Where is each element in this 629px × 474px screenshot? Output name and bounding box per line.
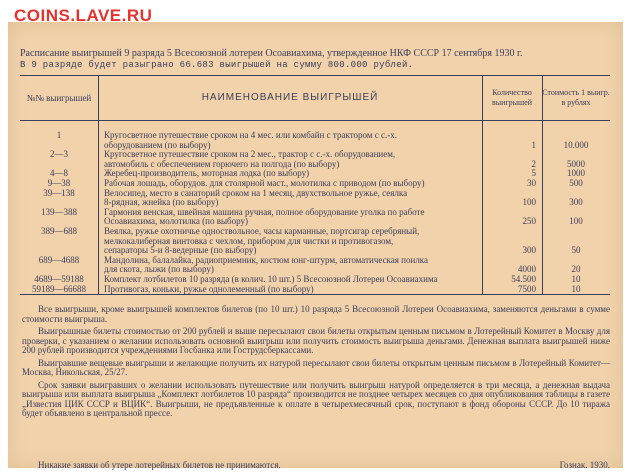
row-number-range: 59189—66688: [32, 283, 86, 294]
row-number-range: 4689—59188: [34, 273, 84, 284]
row-number-range: 9—38: [47, 177, 71, 188]
row-value: 100: [569, 216, 583, 227]
row-number-range: 139—388: [41, 206, 77, 217]
row-value: 10.000: [563, 139, 589, 150]
table-body: [20, 121, 610, 294]
row-prize-name: Противогаз, коньки, ружье однолеменный (по выбору): [104, 283, 314, 294]
document-subtitle: В 9 разряде будет разыграно 66.683 выигрышей на сумму 800.000 рублей.: [20, 60, 414, 70]
row-quantity: 30: [527, 177, 536, 188]
row-prize-name: Комплект лотбилетов 10 разряда (в колич. 10 шт.) 5 Всесоюзной Лотереи Осоавиахима: [104, 273, 438, 284]
note-paragraph: Выигравшие вещевые выигрыши и желающие получить их натурой пересылают свои билеты открытым ценным письмом в Лотерейный Комитет—Москва, Никольская, 25/27.: [22, 357, 610, 377]
row-quantity: 2: [531, 158, 536, 169]
row-value: 500: [569, 177, 583, 188]
printer-mark: Гознак. 1930.: [559, 460, 610, 470]
row-value: 50: [571, 245, 581, 256]
row-number-range: 1: [56, 130, 62, 140]
notes-section: [22, 305, 610, 422]
row-prize-name: Жеребец-производитель, моторная лодка (по выбору): [104, 168, 310, 179]
row-value: 20: [571, 264, 581, 275]
row-quantity: 300: [522, 245, 536, 256]
row-quantity: 5: [531, 168, 536, 179]
table-row: [20, 189, 610, 208]
prize-table: [20, 75, 610, 295]
watermark: COINS.LAVE.RU: [14, 6, 153, 25]
row-prize-name: Велосипед, место в санаторий сроком на 1 месяц, двухствольное ружье, сеялка 8-рядная, жнейка (по выбору): [104, 187, 408, 208]
note-paragraph: Все выигрыши, кроме выигрышей комплектов билетов (по 10 шт.) 10 разряда 5 Всесоюзной Лотереи Осоавиахима, заменяются деньгами в сумме стоимости выигрыша.: [22, 304, 610, 324]
lottery-document: [8, 22, 623, 468]
row-quantity: 250: [522, 216, 536, 227]
row-quantity: 7500: [518, 283, 536, 294]
row-value: 300: [569, 197, 583, 208]
table-header: [20, 76, 610, 121]
header-quantity: Количество выигрышей: [491, 88, 533, 107]
table-row: [20, 227, 610, 256]
row-prize-name: Веялка, ружье охотничье одноствольное, часы карманные, портсигар серебряный, мелкокалиберная винтовка с чехлом, прибором для чистки и противогазом, сепараторы 5-и 8-ведерные (по выбору): [104, 225, 420, 256]
row-value: 1000: [567, 168, 585, 179]
row-prize-name: Кругосветное путешествие сроком на 4 мес. или комбайн с трактором с с.-х. оборудованием (по выбору): [104, 130, 398, 150]
row-number-range: 4—8: [50, 168, 68, 179]
note-paragraph: Выигрышные билеты стоимостью от 200 рублей и выше пересылают свои билеты открытым ценным письмом в Лотерейный Комитет в Москву для проверки, с указанием о желании использовать основной выигрыш или получить стоимость выигрыша деньгами. Денежная выплата выигрышей ниже 200 рублей производится учреждениями Госбанка или Гострудсберкассами.: [22, 326, 610, 355]
row-number-range: 39—138: [43, 187, 75, 198]
row-number-range: 2—3: [50, 149, 68, 160]
header-value: Стоимость 1 выигр. в рублях: [542, 88, 610, 107]
table-row: [20, 131, 610, 150]
header-prize-name: НАИМЕНОВАНИЕ ВЫИГРЫШЕЙ: [201, 92, 379, 103]
footer-note: Никакие заявки об утере лотерейных билетов не принимаются.: [38, 460, 281, 470]
table-row: [20, 208, 610, 227]
row-prize-name: Кругосветное путешествие сроком на 2 мес., трактор с с.-х. оборудованием, автомобиль с обеспечением горючего на полгода (по выбору): [104, 149, 396, 169]
row-quantity: 1: [531, 139, 536, 150]
table-row: [20, 256, 610, 275]
row-value: 10: [571, 273, 581, 284]
header-numbers: №№ выигрышей: [26, 93, 92, 103]
row-quantity: 100: [522, 197, 536, 208]
row-quantity: 4000: [518, 264, 536, 275]
table-row: [20, 150, 610, 169]
row-prize-name: Рабочая лошадь, оборудов. для столярной маст., молотилка с приводом (по выбору): [104, 177, 425, 188]
row-number-range: 389—688: [41, 225, 77, 236]
row-value: 5000: [567, 158, 585, 169]
row-value: 10: [571, 283, 581, 294]
note-paragraph: Срок заявки выигравших о желании использовать путешествие или получить выигрыш натурой определяется в три месяца, а денежная выдача выигрыша или выплата выигрыша „Комплект лотбилетов 10 разряда“ производится не позднее четырех месяцев со дня опубликования таблицы в газете „Известия ЦИК СССР и ВЦИК“. Выигрыши, не предъявленные к оплате в четырехмесячный срок, поступают в фонд обороны СССР. До 10 тиража будет объявлено в центральной прессе.: [22, 379, 610, 418]
table-row: [20, 285, 610, 295]
row-prize-name: Мандолина, балалайка, радиоприемник, костюм юнг-штурм, автоматическая поилка для скота, лыжи (по выбору): [104, 254, 429, 275]
row-number-range: 689—4688: [38, 254, 80, 265]
row-prize-name: Гармония венская, швейная машина ручная, полное оборудование уголка по работе Осоавиахима, молотилка (по выбору): [104, 206, 425, 227]
document-title: Расписание выигрышей 9 разряда 5 Всесоюзной лотереи Осоавиахима, утвержденное НКФ СССР 17 сентября 1930 г.: [20, 48, 523, 59]
row-quantity: 54.500: [511, 273, 536, 284]
